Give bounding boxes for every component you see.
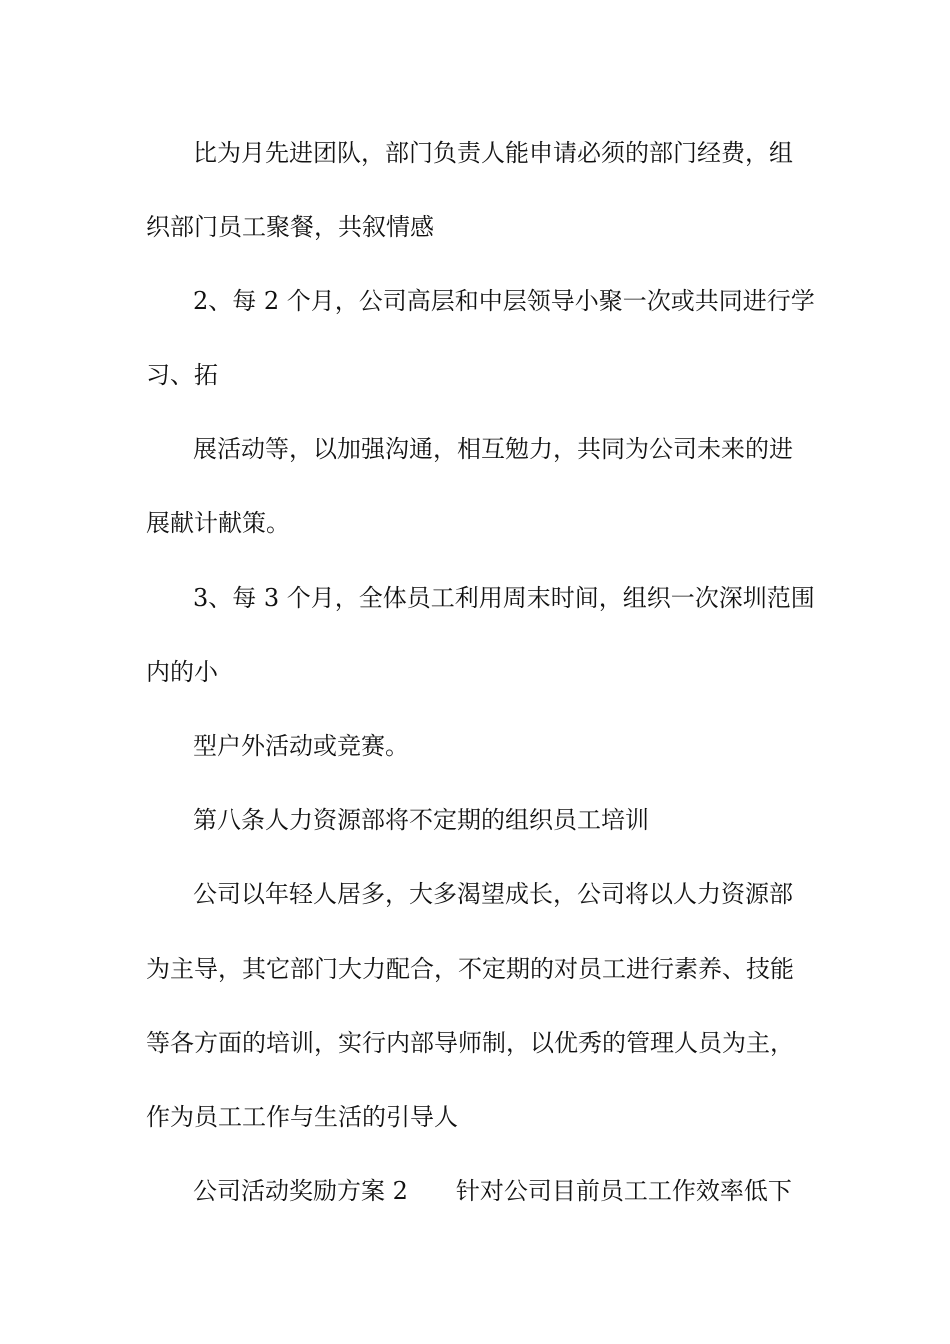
paragraph-line: 织部门员工聚餐，共叙情感 (146, 213, 434, 241)
paragraph-line: 作为员工工作与生活的引导人 (146, 1103, 458, 1131)
paragraph-line: 内的小 (146, 658, 218, 686)
paragraph-line: 公司活动奖励方案 2 针对公司目前员工工作效率低下 (193, 1177, 792, 1205)
paragraph-line: 2、每 2 个月，公司高层和中层领导小聚一次或共同进行学 (193, 287, 815, 315)
paragraph-line: 展献计献策。 (146, 509, 290, 537)
paragraph-line: 型户外活动或竞赛。 (193, 732, 409, 760)
paragraph-line: 为主导，其它部门大力配合，不定期的对员工进行素养、技能 (146, 955, 794, 983)
paragraph-line: 3、每 3 个月，全体员工利用周末时间，组织一次深圳范围 (193, 584, 815, 612)
paragraph-line: 习、拓 (146, 361, 218, 389)
paragraph-line: 公司以年轻人居多，大多渴望成长，公司将以人力资源部 (193, 880, 793, 908)
paragraph-line: 比为月先进团队，部门负责人能申请必须的部门经费，组 (193, 139, 793, 167)
paragraph-line: 展活动等，以加强沟通，相互勉力，共同为公司未来的进 (193, 435, 793, 463)
section-heading: 第八条人力资源部将不定期的组织员工培训 (193, 806, 649, 834)
paragraph-line: 等各方面的培训，实行内部导师制，以优秀的管理人员为主， (146, 1029, 794, 1057)
